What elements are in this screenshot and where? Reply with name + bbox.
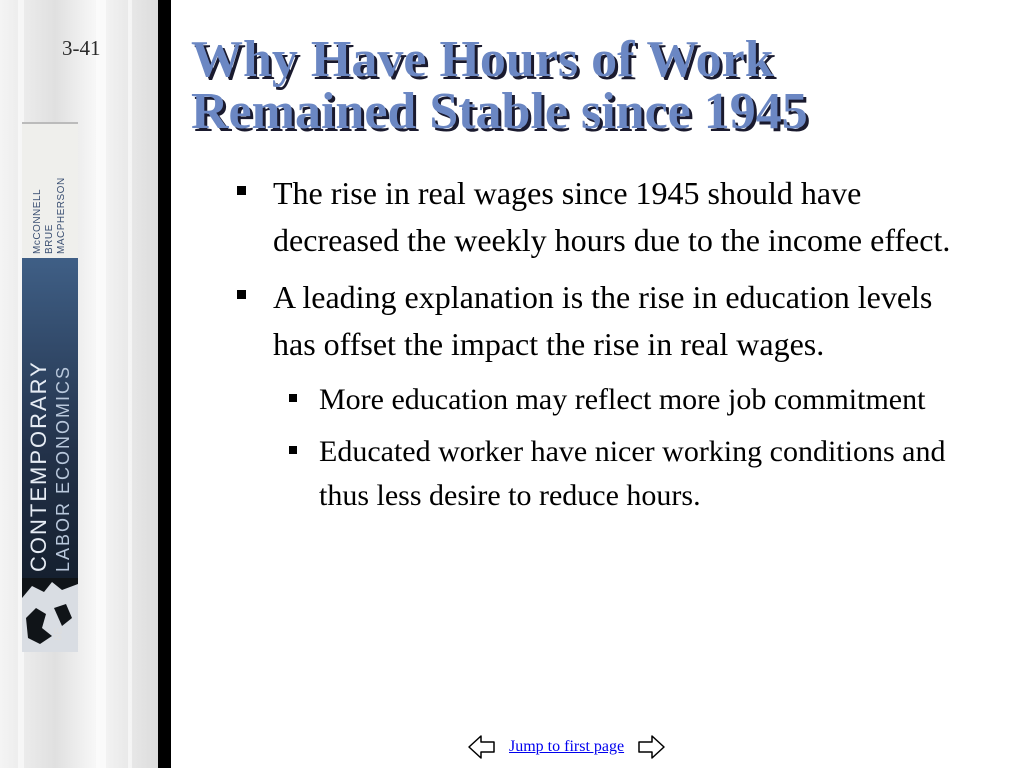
bullet-item bbox=[231, 170, 951, 264]
book-author: McCONNELL bbox=[32, 188, 43, 254]
bullet-list bbox=[231, 170, 951, 526]
sidebar-streak bbox=[128, 0, 132, 768]
left-arrow-icon[interactable] bbox=[467, 733, 497, 761]
book-author: MACPHERSON bbox=[56, 177, 67, 254]
slide-title-line2: Remained Stable since 1945 bbox=[191, 83, 808, 140]
book-cover-art bbox=[22, 578, 78, 652]
book-edition: 8E bbox=[52, 627, 65, 641]
bullet-text: A leading explanation is the rise in education levels has offset the impact the rise in real wages. bbox=[273, 279, 933, 362]
bullet-item bbox=[231, 274, 951, 368]
book-title-line1: CONTEMPORARY bbox=[26, 360, 51, 572]
jump-to-first-page-link[interactable]: Jump to first page bbox=[509, 738, 625, 755]
sub-bullet-item bbox=[231, 378, 951, 422]
sidebar bbox=[0, 0, 158, 768]
book-cover-logo bbox=[22, 122, 78, 652]
book-author: BRUE bbox=[44, 224, 55, 254]
book-title-line2: LABOR ECONOMICS bbox=[53, 364, 73, 572]
bullet-text: The rise in real wages since 1945 should have decreased the weekly hours due to the income effect. bbox=[273, 175, 951, 258]
square-bullet-icon bbox=[289, 446, 297, 454]
sub-bullet-text: More education may reflect more job commitment bbox=[319, 383, 926, 416]
book-spine-top bbox=[22, 122, 78, 260]
sub-bullet-text: Educated worker have nicer working conditions and thus less desire to reduce hours. bbox=[319, 435, 946, 512]
slide-area bbox=[171, 0, 1024, 768]
square-bullet-icon bbox=[289, 394, 297, 402]
sub-bullet-item bbox=[231, 430, 951, 518]
square-bullet-icon bbox=[237, 290, 246, 299]
right-arrow-icon[interactable] bbox=[636, 733, 666, 761]
slide-navigation bbox=[467, 732, 666, 762]
slide-title bbox=[191, 31, 1021, 140]
cover-art-graphic bbox=[22, 578, 78, 652]
slide-title-line1: Why Have Hours of Work bbox=[191, 31, 774, 88]
book-title bbox=[22, 252, 78, 578]
square-bullet-icon bbox=[237, 186, 246, 195]
slide-number: 3-41 bbox=[62, 36, 101, 60]
book-authors bbox=[22, 118, 78, 260]
book-spine-title-band bbox=[22, 258, 78, 578]
sidebar-streak bbox=[96, 0, 106, 768]
